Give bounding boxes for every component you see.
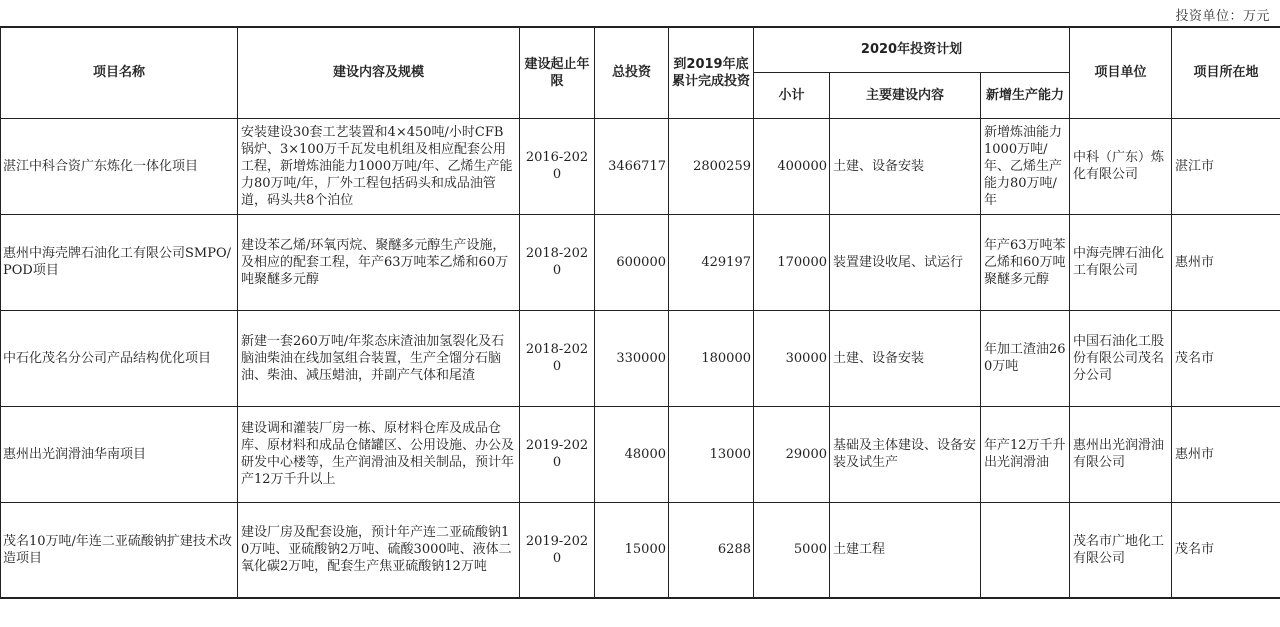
header-cumulative-2019: 到2019年底累计完成投资 — [669, 27, 754, 118]
cell-content-scale: 建设苯乙烯/环氧丙烷、聚醚多元醇生产设施，及相应的配套工程，年产63万吨苯乙烯和60万吨聚醚多元醇 — [238, 214, 520, 310]
table-body — [1, 118, 1280, 598]
header-plan-2020: 2020年投资计划 — [754, 27, 1070, 72]
header-location: 项目所在地 — [1172, 27, 1280, 118]
cell-content-scale: 建设调和灌装厂房一栋、原材料仓库及成品仓库、原材料和成品仓储罐区、公用设施、办公及研发中心楼等，生产润滑油及相关制品，预计年产12万千升以上 — [238, 406, 520, 502]
cell-content-scale: 建设厂房及配套设施，预计年产连二亚硫酸钠10万吨、亚硫酸钠2万吨、硫酸3000吨、液体二氧化碳2万吨，配套生产焦亚硫酸钠12万吨 — [238, 502, 520, 598]
cell-main-content: 土建、设备安装 — [830, 310, 981, 406]
cell-total-investment: 48000 — [595, 406, 669, 502]
cell-project-name: 湛江中科合资广东炼化一体化项目 — [1, 118, 238, 214]
table-row — [1, 118, 1280, 214]
cell-project-unit: 惠州出光润滑油有限公司 — [1070, 406, 1172, 502]
table-row — [1, 502, 1280, 598]
cell-subtotal: 29000 — [754, 406, 830, 502]
cell-period: 2018-2020 — [520, 310, 595, 406]
cell-content-scale: 安装建设30套工艺装置和4×450吨/小时CFB锅炉、3×100万千瓦发电机组及相应配套公用工程，新增炼油能力1000万吨/年、乙烯生产能力80万吨/年，厂外工程包括码头和成品油管道，码头共8个泊位 — [238, 118, 520, 214]
header-content-scale: 建设内容及规模 — [238, 27, 520, 118]
table-row — [1, 406, 1280, 502]
cell-total-investment: 600000 — [595, 214, 669, 310]
cell-project-name: 惠州中海壳牌石油化工有限公司SMPO/POD项目 — [1, 214, 238, 310]
cell-subtotal: 170000 — [754, 214, 830, 310]
cell-location: 惠州市 — [1172, 406, 1280, 502]
table-row — [1, 214, 1280, 310]
cell-subtotal: 5000 — [754, 502, 830, 598]
cell-new-capacity: 年产63万吨苯乙烯和60万吨聚醚多元醇 — [981, 214, 1070, 310]
cell-total-investment: 330000 — [595, 310, 669, 406]
cell-location: 茂名市 — [1172, 310, 1280, 406]
cell-main-content: 土建工程 — [830, 502, 981, 598]
cell-new-capacity: 年加工渣油260万吨 — [981, 310, 1070, 406]
table-row — [1, 310, 1280, 406]
cell-project-unit: 中国石油化工股份有限公司茂名分公司 — [1070, 310, 1172, 406]
cell-project-name: 茂名10万吨/年连二亚硫酸钠扩建技术改造项目 — [1, 502, 238, 598]
cell-cumulative-2019: 180000 — [669, 310, 754, 406]
header-new-capacity: 新增生产能力 — [981, 72, 1070, 118]
cell-main-content: 装置建设收尾、试运行 — [830, 214, 981, 310]
header-project-unit: 项目单位 — [1070, 27, 1172, 118]
cell-cumulative-2019: 6288 — [669, 502, 754, 598]
header-period: 建设起止年限 — [520, 27, 595, 118]
cell-project-name: 惠州出光润滑油华南项目 — [1, 406, 238, 502]
cell-subtotal: 30000 — [754, 310, 830, 406]
cell-project-unit: 中海壳牌石油化工有限公司 — [1070, 214, 1172, 310]
cell-subtotal: 400000 — [754, 118, 830, 214]
cell-total-investment: 3466717 — [595, 118, 669, 214]
header-main-content: 主要建设内容 — [830, 72, 981, 118]
cell-period: 2019-2020 — [520, 502, 595, 598]
cell-project-name: 中石化茂名分公司产品结构优化项目 — [1, 310, 238, 406]
investment-table — [0, 26, 1280, 599]
cell-project-unit: 中科（广东）炼化有限公司 — [1070, 118, 1172, 214]
cell-project-unit: 茂名市广地化工有限公司 — [1070, 502, 1172, 598]
header-subtotal: 小计 — [754, 72, 830, 118]
cell-location: 茂名市 — [1172, 502, 1280, 598]
cell-new-capacity — [981, 502, 1070, 598]
header-row — [1, 27, 1280, 72]
cell-content-scale: 新建一套260万吨/年浆态床渣油加氢裂化及石脑油柴油在线加氢组合装置，生产全馏分石脑油、柴油、减压蜡油，并副产气体和尾渣 — [238, 310, 520, 406]
header-total-investment: 总投资 — [595, 27, 669, 118]
cell-location: 惠州市 — [1172, 214, 1280, 310]
cell-period: 2018-2020 — [520, 214, 595, 310]
cell-main-content: 基础及主体建设、设备安装及试生产 — [830, 406, 981, 502]
header-project-name: 项目名称 — [1, 27, 238, 118]
unit-note: 投资单位：万元 — [1175, 9, 1270, 24]
cell-location: 湛江市 — [1172, 118, 1280, 214]
cell-total-investment: 15000 — [595, 502, 669, 598]
cell-cumulative-2019: 429197 — [669, 214, 754, 310]
cell-cumulative-2019: 2800259 — [669, 118, 754, 214]
cell-new-capacity: 年产12万千升出光润滑油 — [981, 406, 1070, 502]
cell-new-capacity: 新增炼油能力1000万吨/年、乙烯生产能力80万吨/年 — [981, 118, 1070, 214]
cell-cumulative-2019: 13000 — [669, 406, 754, 502]
cell-main-content: 土建、设备安装 — [830, 118, 981, 214]
cell-period: 2016-2020 — [520, 118, 595, 214]
cell-period: 2019-2020 — [520, 406, 595, 502]
